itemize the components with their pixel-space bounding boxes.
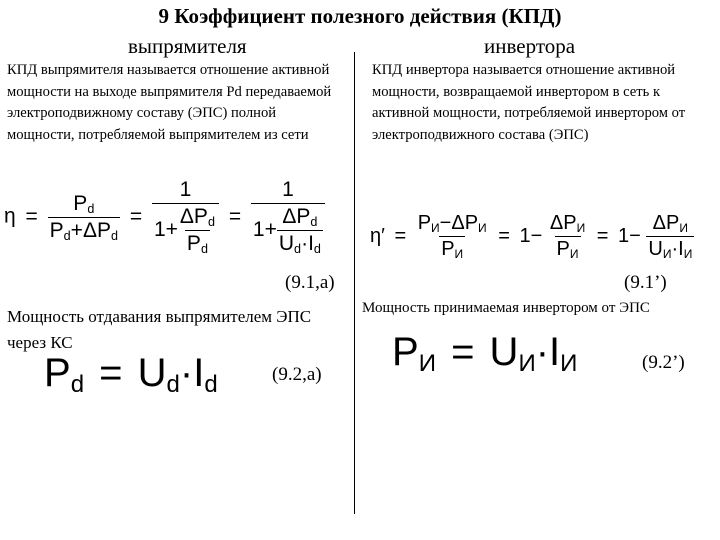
fraction-one-over-one-plus-dpd-pd: 1 1+ $\frac{\Delta P_d}{P_d}$ — [152, 178, 219, 256]
equation-number-9-1a: (9.1,а) — [285, 272, 335, 293]
equation-number-9-1-prime: (9.1’) — [624, 272, 667, 293]
equation-number-9-2a: (9.2,а) — [272, 364, 322, 385]
equals-sign: = — [498, 224, 510, 247]
equals-sign: = — [596, 224, 609, 247]
fraction-pi-minus-dpi-over-pi: $\frac{P_И-\Delta P_И}{P_И}$ — [417, 212, 487, 261]
rectifier-efficiency-formula — [4, 178, 325, 256]
rectifier-description: КПД выпрямителя называется отношение активной мощности на выходе выпрямителя Pd передаваемой электроподвижному составу (ЭПС) полной мощности, потребляемой выпрямителем из сети — [7, 62, 332, 143]
fraction-pd-over-pd-plus-dpd: $\frac{P_d}{P_d+\Delta P_d}$ — [49, 191, 118, 243]
inverter-power-text: Мощность принимаемая инвертором от ЭПС — [362, 300, 650, 316]
inverter-power-formula: $P_И = U_И\cdot I_И$ — [392, 330, 578, 377]
equals-sign: = — [25, 204, 38, 228]
equals-sign: = — [394, 224, 407, 247]
subtitle-rectifier: выпрямителя — [128, 34, 247, 58]
eta-symbol: η — [4, 204, 16, 228]
equals-sign: = — [129, 204, 143, 228]
fraction-dpi-over-pi: $\frac{\Delta P_И}{P_И}$ — [549, 212, 586, 261]
rectifier-power-formula: $P_d = U_d\cdot I_d$ — [44, 351, 218, 398]
rectifier-power-text: Мощность отдавания выпрямителем ЭПС через КС — [7, 307, 312, 352]
subtitle-inverter: инвертора — [484, 34, 576, 58]
inverter-efficiency-formula: η′ = $\frac{P_И-\Delta P_И}{P_И}$ = 1− $\frac{\Delta P_И}{P_И}$ = 1− $\frac{\Delta P_И}{U_И\cdot I_И}$ — [370, 212, 693, 261]
fraction-dpi-over-ui-ii: $\frac{\Delta P_И}{U_И\cdot I_И}$ — [648, 212, 693, 261]
equals-sign: = — [228, 204, 242, 228]
fraction-one-over-one-plus-dpd-ud-id: 1 1+ $\frac{\Delta P_d}{U_d\cdot I_d}$ — [251, 178, 325, 256]
equation-number-9-2-prime: (9.2’) — [642, 352, 685, 373]
column-divider — [354, 52, 355, 514]
inverter-description: КПД инвертора называется отношение активной мощности, возвращаемой инвертором в сеть к активной мощности, потребляемой инвертором от электроподвижного состава (ЭПС) — [372, 62, 686, 143]
page-title: 9 Коэффициент полезного действия (КПД) — [158, 4, 562, 28]
eta-prime-symbol: η′ — [370, 224, 385, 247]
